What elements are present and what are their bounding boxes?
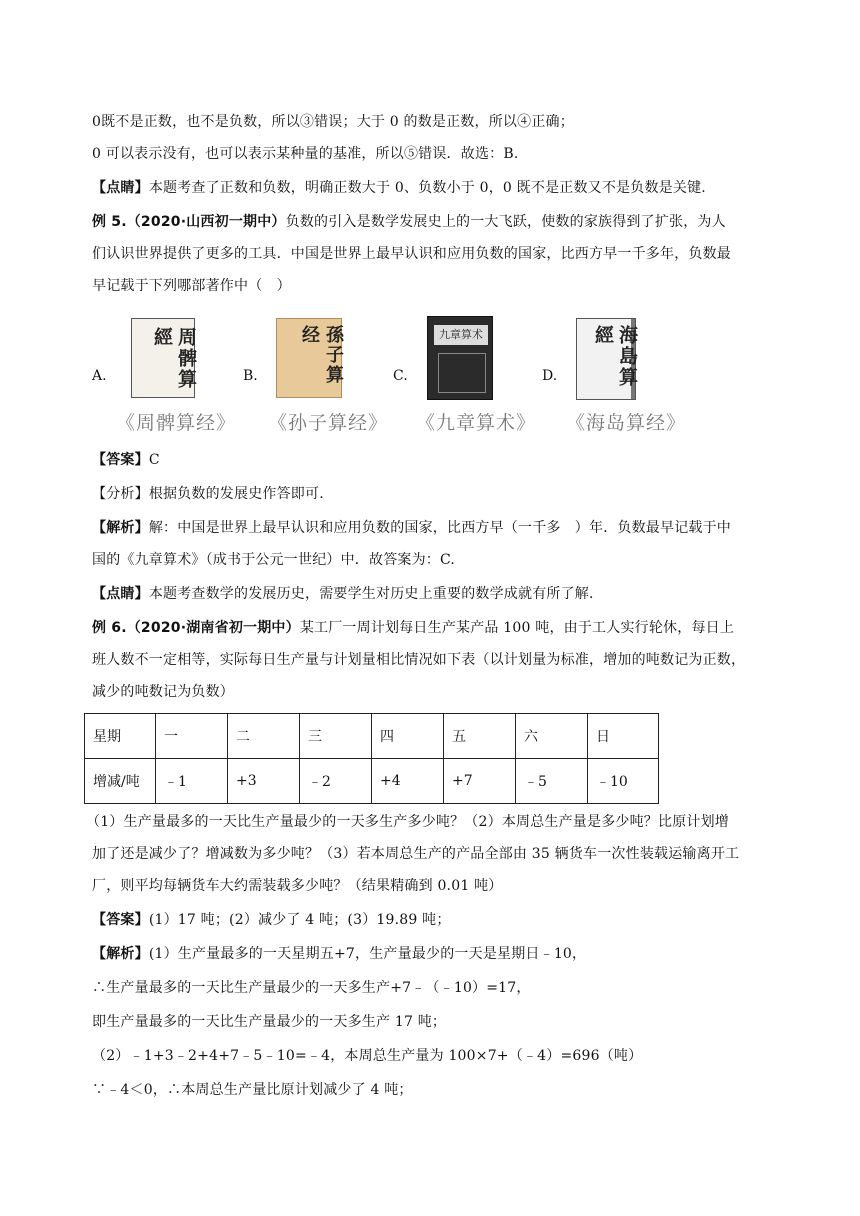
book-cover-jiuzhang	[427, 316, 493, 400]
answer-text: C	[148, 452, 160, 468]
table-cell: 三	[300, 714, 372, 759]
solution5-line1	[92, 518, 731, 538]
option-d-label: D.	[542, 368, 558, 384]
option-a-label: A.	[92, 368, 107, 384]
question6-line1: （1）生产量最多的一天比生产量最少的一天多生产多少吨？（2）本周总生产量是多少吨？比原计划增	[86, 814, 730, 830]
solution5-line2: 国的《九章算术》（成书于公元一世纪）中．故答案为：C.	[92, 552, 456, 568]
table-cell: 一	[156, 714, 228, 759]
option-a-caption: 《周髀算经》	[116, 412, 237, 434]
option-b-label: B.	[243, 368, 258, 384]
example6-line1	[92, 618, 734, 638]
example5-text: 负数的引入是数学发展史上的一大飞跃，使数的家族得到了扩张，为人	[285, 214, 726, 230]
solution6-line5: ∵﹣4＜0，∴本周总生产量比原计划减少了 4 吨；	[92, 1082, 413, 1098]
example6-text: 某工厂一周计划每日生产某产品 100 吨，由于工人实行轮休，每日上	[299, 620, 735, 636]
example5-line3: 早记载于下列哪部著作中（ ）	[92, 278, 291, 294]
table-cell: ﹣2	[300, 759, 372, 804]
answer-text: (1）17 吨；(2）减少了 4 吨；(3）19.89 吨；	[148, 912, 451, 928]
option-c-label: C.	[393, 368, 408, 384]
question6-line3: 厂，则平均每辆货车大约需装载多少吨？（结果精确到 0.01 吨）	[92, 878, 503, 894]
question6-line2: 加了还是减少了？增减数为多少吨？（3）若本周总生产的产品全部由 35 辆货车一次性装载运输离开工	[92, 846, 740, 862]
table-cell: 四	[372, 714, 444, 759]
answer5-line	[92, 450, 160, 470]
table-cell: 五	[444, 714, 516, 759]
example5-tag: 例 5.（2020·山西初一期中）	[92, 214, 286, 230]
solution6-line1	[92, 944, 586, 964]
comment-text: 本题考查了正数和负数，明确正数大于 0、负数小于 0，0 既不是正数又不是负数是关键.	[148, 180, 706, 196]
option-b-caption: 《孙子算经》	[268, 412, 389, 434]
book-title: 孫子算经	[299, 325, 344, 385]
table-cell: +4	[372, 759, 444, 804]
book-cover-zhoubi	[131, 318, 195, 398]
book-ornament	[438, 353, 486, 393]
table-cell: +7	[444, 759, 516, 804]
comment5-line	[92, 584, 594, 604]
table-row	[85, 714, 659, 759]
solution6-line2: ∴生产量最多的一天比生产量最少的一天多生产+7﹣（﹣10）=17，	[92, 980, 531, 996]
table-cell: ﹣10	[588, 759, 659, 804]
book-title: 九章算术	[434, 325, 488, 345]
table-cell: ﹣5	[516, 759, 588, 804]
comment-line	[92, 178, 706, 198]
solution-text: 解：中国是世界上最早认识和应用负数的国家，比西方早（一千多 ）年．负数最早记载于中	[148, 520, 732, 536]
table-cell: 二	[228, 714, 300, 759]
table-cell: 日	[588, 714, 659, 759]
comment-text: 本题考查数学的发展历史，需要学生对历史上重要的数学成就有所了解.	[148, 586, 594, 602]
table-row	[85, 759, 659, 804]
text-line: 0既不是正数，也不是负数，所以③错误；大于 0 的数是正数，所以④正确；	[92, 114, 574, 130]
solution-text: (1）生产量最多的一天星期五+7，生产量最少的一天是星期日﹣10，	[148, 946, 587, 962]
example6-tag: 例 6.（2020·湖南省初一期中）	[92, 620, 300, 636]
table-cell: ﹣1	[156, 759, 228, 804]
book-title: 海島算經	[592, 325, 638, 388]
comment-tag: 【点睛】	[92, 180, 149, 196]
analysis5-line	[92, 484, 324, 504]
comment-tag: 【点睛】	[92, 586, 149, 602]
table-cell: +3	[228, 759, 300, 804]
answer6-line	[92, 910, 451, 930]
book-title: 周髀算經	[151, 327, 197, 390]
solution-tag: 【解析】	[92, 946, 149, 962]
book-cover-sunzi	[276, 318, 342, 398]
example5-line1	[92, 212, 726, 232]
answer-tag: 【答案】	[92, 912, 149, 928]
option-d-caption: 《海岛算经》	[566, 412, 687, 434]
text-line: 0 可以表示没有，也可以表示某种量的基准，所以⑤错误．故选：B.	[92, 146, 519, 162]
book-cover-haidao	[576, 318, 636, 400]
production-table	[84, 713, 659, 804]
example6-line2: 班人数不一定相等，实际每日生产量与计划量相比情况如下表（以计划量为标准，增加的吨数记为正数，	[92, 652, 746, 668]
analysis-text: 根据负数的发展史作答即可.	[148, 486, 324, 502]
solution-tag: 【解析】	[92, 520, 149, 536]
table-cell: 增减/吨	[85, 759, 156, 804]
table-cell: 六	[516, 714, 588, 759]
solution6-line4: （2）﹣1+3﹣2+4+7﹣5﹣10=﹣4，本周总生产量为 100×7+（﹣4）=696（吨）	[92, 1048, 643, 1064]
table-cell: 星期	[85, 714, 156, 759]
option-c-caption: 《九章算术》	[416, 412, 537, 434]
example6-line3: 减少的吨数记为负数）	[92, 684, 234, 700]
solution6-line3: 即生产量最多的一天比生产量最少的一天多生产 17 吨；	[92, 1014, 447, 1030]
answer-tag: 【答案】	[92, 452, 149, 468]
analysis-tag: 【分析】	[92, 486, 149, 502]
example5-line2: 们认识世界提供了更多的工具．中国是世界上最早认识和应用负数的国家，比西方早一千多年，负数最	[92, 246, 731, 262]
